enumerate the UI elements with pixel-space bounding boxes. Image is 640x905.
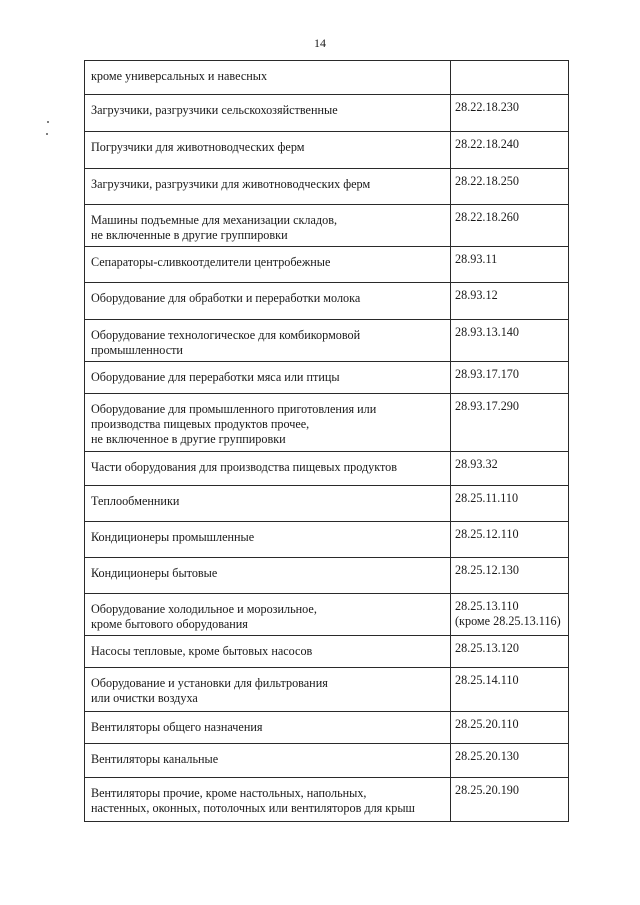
- scan-speck: [46, 133, 48, 135]
- equipment-name-cell: Вентиляторы общего назначения: [85, 712, 451, 744]
- table-row: [85, 95, 569, 132]
- equipment-name-cell: Вентиляторы канальные: [85, 744, 451, 778]
- okpd-code-cell: 28.25.20.190: [451, 778, 569, 822]
- okpd-code-cell: 28.25.12.110: [451, 522, 569, 558]
- equipment-name-cell: Кондиционеры промышленные: [85, 522, 451, 558]
- equipment-name-cell: Оборудование для обработки и переработки молока: [85, 283, 451, 320]
- equipment-name-cell: Теплообменники: [85, 486, 451, 522]
- equipment-name-cell: Погрузчики для животноводческих ферм: [85, 132, 451, 169]
- okpd-code-cell: 28.25.13.110 (кроме 28.25.13.116): [451, 594, 569, 636]
- okpd-code-cell: 28.25.20.130: [451, 744, 569, 778]
- page-number: 14: [314, 36, 326, 50]
- okpd-code-cell: [451, 61, 569, 95]
- equipment-name-cell: Вентиляторы прочие, кроме настольных, напольных, настенных, оконных, потолочных или вентиляторов для крыш: [85, 778, 451, 822]
- scan-speck: [47, 121, 49, 123]
- table-row: [85, 320, 569, 362]
- table-row: [85, 636, 569, 668]
- equipment-name-cell: Сепараторы-сливкоотделители центробежные: [85, 247, 451, 283]
- table-row: [85, 452, 569, 486]
- okpd-code-cell: 28.25.13.120: [451, 636, 569, 668]
- table-row: [85, 668, 569, 712]
- okpd-code-cell: 28.93.11: [451, 247, 569, 283]
- table-row: [85, 247, 569, 283]
- table-row: [85, 712, 569, 744]
- table-row: [85, 283, 569, 320]
- equipment-name-cell: Оборудование технологическое для комбикормовой промышленности: [85, 320, 451, 362]
- table-row: [85, 558, 569, 594]
- equipment-name-cell: Части оборудования для производства пищевых продуктов: [85, 452, 451, 486]
- equipment-name-cell: кроме универсальных и навесных: [85, 61, 451, 95]
- okpd-code-cell: 28.25.20.110: [451, 712, 569, 744]
- table-row: [85, 205, 569, 247]
- okpd-code-cell: 28.93.13.140: [451, 320, 569, 362]
- table-row: [85, 594, 569, 636]
- table-row: [85, 61, 569, 95]
- equipment-name-cell: Оборудование для промышленного приготовления или производства пищевых продуктов прочее, не включенное в другие группировки: [85, 394, 451, 452]
- okpd-code-cell: 28.22.18.260: [451, 205, 569, 247]
- equipment-name-cell: Машины подъемные для механизации складов, не включенные в другие группировки: [85, 205, 451, 247]
- okpd-code-cell: 28.25.14.110: [451, 668, 569, 712]
- table-row: [85, 778, 569, 822]
- okpd-code-cell: 28.93.17.170: [451, 362, 569, 394]
- equipment-name-cell: Загрузчики, разгрузчики для животноводческих ферм: [85, 169, 451, 205]
- table-row: [85, 522, 569, 558]
- okpd-code-cell: 28.25.11.110: [451, 486, 569, 522]
- table-row: [85, 394, 569, 452]
- equipment-name-cell: Загрузчики, разгрузчики сельскохозяйственные: [85, 95, 451, 132]
- equipment-name-cell: Кондиционеры бытовые: [85, 558, 451, 594]
- equipment-name-cell: Оборудование для переработки мяса или птицы: [85, 362, 451, 394]
- okpd-code-cell: 28.22.18.240: [451, 132, 569, 169]
- equipment-name-cell: Оборудование и установки для фильтрования или очистки воздуха: [85, 668, 451, 712]
- okpd-code-cell: 28.93.32: [451, 452, 569, 486]
- table-row: [85, 362, 569, 394]
- okpd-code-cell: 28.25.12.130: [451, 558, 569, 594]
- okpd-code-cell: 28.22.18.250: [451, 169, 569, 205]
- table-body: [85, 61, 569, 822]
- table-row: [85, 132, 569, 169]
- okpd-code-cell: 28.93.12: [451, 283, 569, 320]
- equipment-name-cell: Оборудование холодильное и морозильное, кроме бытового оборудования: [85, 594, 451, 636]
- okpd-code-cell: 28.93.17.290: [451, 394, 569, 452]
- equipment-codes-table: [84, 60, 569, 822]
- table-row: [85, 486, 569, 522]
- okpd-code-cell: 28.22.18.230: [451, 95, 569, 132]
- table-row: [85, 744, 569, 778]
- table-row: [85, 169, 569, 205]
- equipment-name-cell: Насосы тепловые, кроме бытовых насосов: [85, 636, 451, 668]
